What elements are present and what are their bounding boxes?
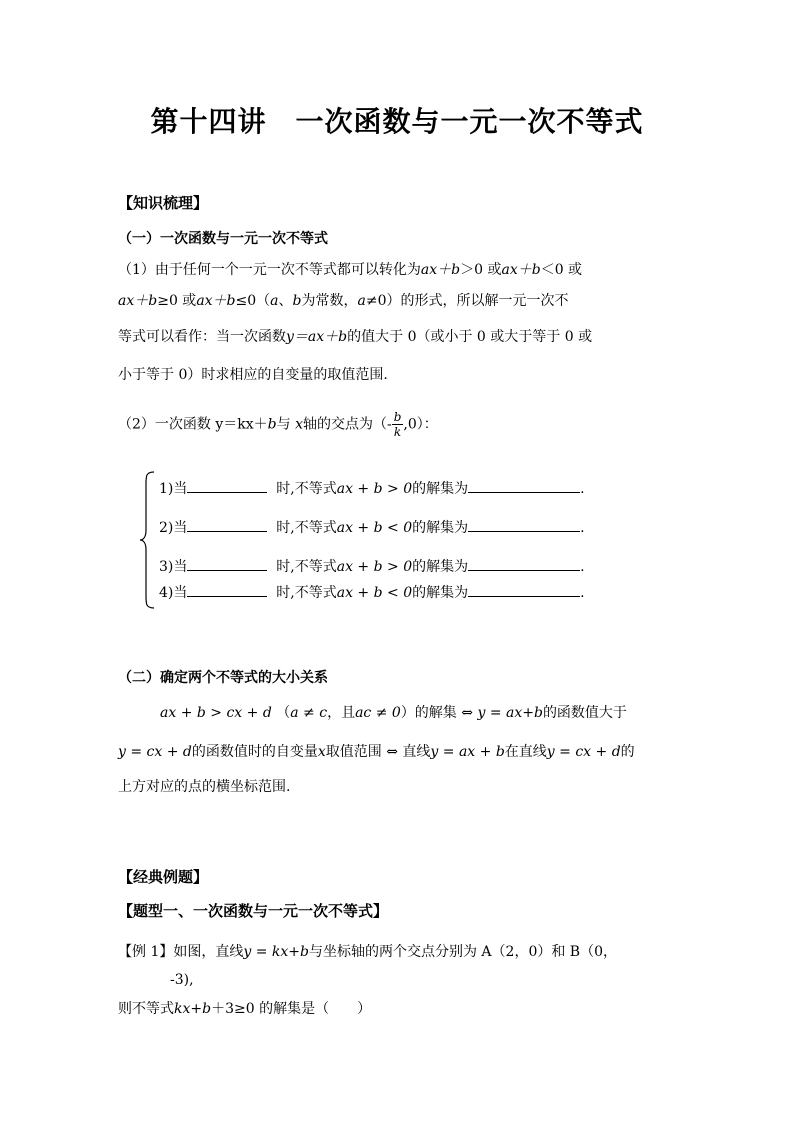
case-2: 2)当 时,不等式ax + b < 0的解集为 .	[159, 520, 585, 536]
part1-line3: 等式可以看作：当一次函数y＝ax＋b的值大于 0（或小于 0 或大于等于 0 或	[118, 329, 593, 345]
left-brace-icon	[138, 470, 156, 610]
part1-heading: （一）一次函数与一元一次不等式	[118, 231, 328, 247]
part1-line2: ax＋b≥0 或ax＋b≤0（a、b为常数，a≠0）的形式，所以解一元一次不	[118, 293, 569, 309]
case-4: 4)当 时,不等式ax + b < 0的解集为 .	[159, 585, 585, 601]
example1-line1: 【例 1】如图，直线y = kx+b与坐标轴的两个交点分别为 A（2，0）和 B（0，	[118, 944, 618, 960]
blank-condition-3[interactable]	[187, 569, 267, 571]
blank-solution-2[interactable]	[468, 530, 580, 532]
fraction-b-over-k: $\frac{b}{k}$	[393, 410, 402, 439]
part1-item2: （2）一次函数 y＝kx＋b与 x轴的交点为（- $\frac{b}{k}$ ,0）：	[118, 410, 438, 439]
blank-solution-3[interactable]	[468, 569, 580, 571]
part2-heading: （二）确定两个不等式的大小关系	[118, 670, 328, 686]
blank-condition-1[interactable]	[187, 491, 267, 493]
part2-line2: y = cx + d的函数值时的自变量x取值范围 ⇔ 直线y = ax + b在直线y = cx + d的	[118, 744, 635, 760]
part1-line4: 小于等于 0）时求相应的自变量的取值范围.	[118, 367, 388, 383]
case-1: 1)当 时,不等式ax + b > 0的解集为 .	[159, 481, 585, 497]
knowledge-heading: 【知识梳理】	[118, 194, 209, 212]
blank-solution-4[interactable]	[468, 595, 580, 597]
page-title: 第十四讲 一次函数与一元一次不等式	[150, 105, 644, 138]
blank-solution-1[interactable]	[468, 491, 580, 493]
blank-condition-2[interactable]	[187, 530, 267, 532]
part2-line3: 上方对应的点的横坐标范围.	[118, 779, 291, 795]
example1-line2: -3),	[170, 972, 194, 988]
example1-question: 则不等式kx+b＋3≥0 的解集是（ ）	[118, 1001, 372, 1017]
type1-heading: 【题型一、一次函数与一元一次不等式】	[118, 902, 389, 920]
part1-line1: （1）由于任何一个一元一次不等式都可以转化为ax＋b＞0 或ax＋b＜0 或	[118, 262, 583, 278]
case-3: 3)当 时,不等式ax + b > 0的解集为 .	[159, 559, 585, 575]
examples-heading: 【经典例题】	[118, 868, 209, 886]
blank-condition-4[interactable]	[187, 595, 267, 597]
part2-line1: ax + b > cx + d （a ≠ c，且ac ≠ 0）的解集 ⇔ y = ax+b的函数值大于	[160, 705, 627, 721]
